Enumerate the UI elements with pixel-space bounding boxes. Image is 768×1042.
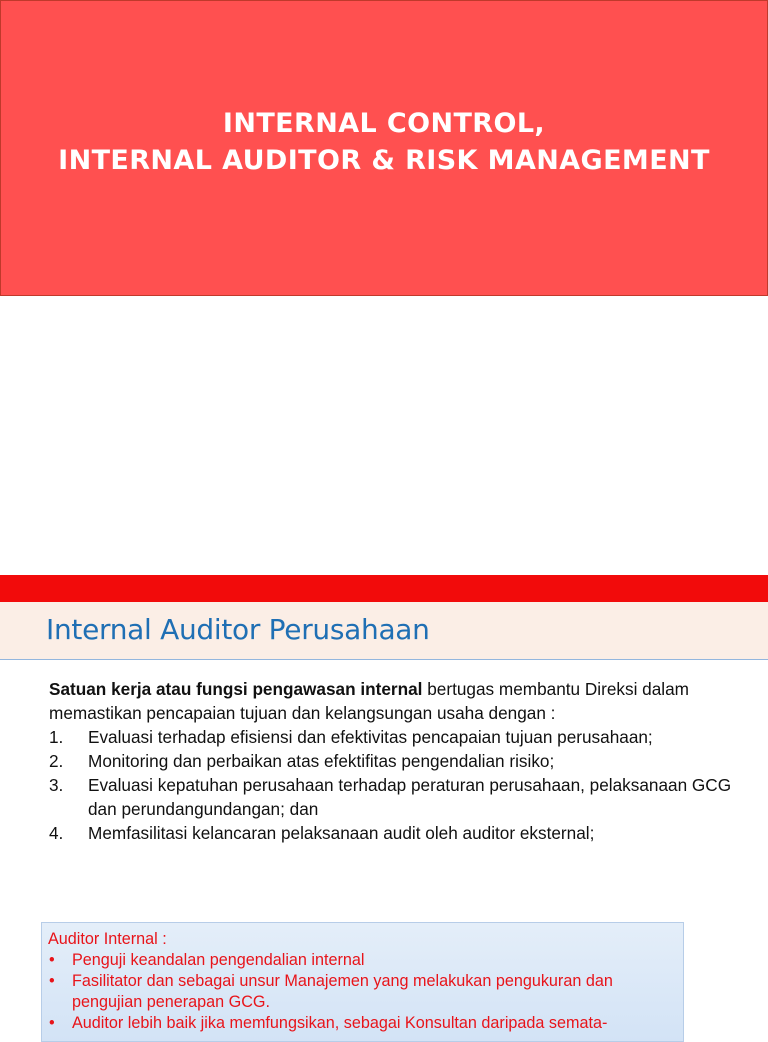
bullet-icon: • (49, 951, 55, 969)
intro-rest-text: bertugas membantu Direksi dalam memastikan pencapaian tujuan dan kelangsungan usaha dengan : (49, 679, 689, 723)
title-slide (0, 0, 768, 296)
list-item-text: Monitoring dan perbaikan atas efektifitas pengendalian risiko; (88, 751, 555, 771)
bullet-item (48, 971, 673, 1013)
section-title: Internal Auditor Perusahaan (46, 613, 430, 646)
auditor-info-box (41, 922, 684, 1042)
body-content (49, 677, 739, 845)
list-item-text: Evaluasi terhadap efisiensi dan efektivitas pencapaian tujuan perusahaan; (88, 727, 653, 747)
info-box-heading: Auditor Internal : (48, 930, 167, 948)
slide-title-line-2: INTERNAL AUDITOR & RISK MANAGEMENT (58, 145, 710, 176)
bullet-list (48, 950, 673, 1034)
list-item (49, 773, 739, 821)
list-item (49, 725, 739, 749)
list-item-text: Memfasilitasi kelancaran pelaksanaan audit oleh auditor eksternal; (88, 823, 595, 843)
intro-bold-text: Satuan kerja atau fungsi pengawasan internal (49, 679, 423, 699)
intro-paragraph (49, 677, 739, 725)
list-item (49, 821, 739, 845)
list-item-text: Evaluasi kepatuhan perusahaan terhadap peraturan perusahaan, pelaksanaan GCG dan perundangundangan; dan (88, 775, 732, 819)
bullet-text: Penguji keandalan pengendalian internal (72, 951, 365, 969)
bullet-item (48, 950, 673, 971)
list-item (49, 749, 739, 773)
bullet-icon: • (49, 972, 55, 990)
slide-title (1, 105, 767, 179)
accent-bar (0, 575, 768, 602)
bullet-text: Fasilitator dan sebagai unsur Manajemen yang melakukan pengukuran dan pengujian penerapan GCG. (72, 972, 613, 1011)
list-item-number: 3. (49, 775, 64, 795)
list-item-number: 1. (49, 727, 64, 747)
numbered-list (49, 725, 739, 845)
slide-title-line-1: INTERNAL CONTROL, (222, 108, 546, 139)
section-header (0, 602, 768, 660)
bullet-icon: • (49, 1014, 55, 1032)
bullet-text: Auditor lebih baik jika memfungsikan, sebagai Konsultan daripada semata- (72, 1014, 608, 1032)
list-item-number: 2. (49, 751, 64, 771)
list-item-number: 4. (49, 823, 64, 843)
